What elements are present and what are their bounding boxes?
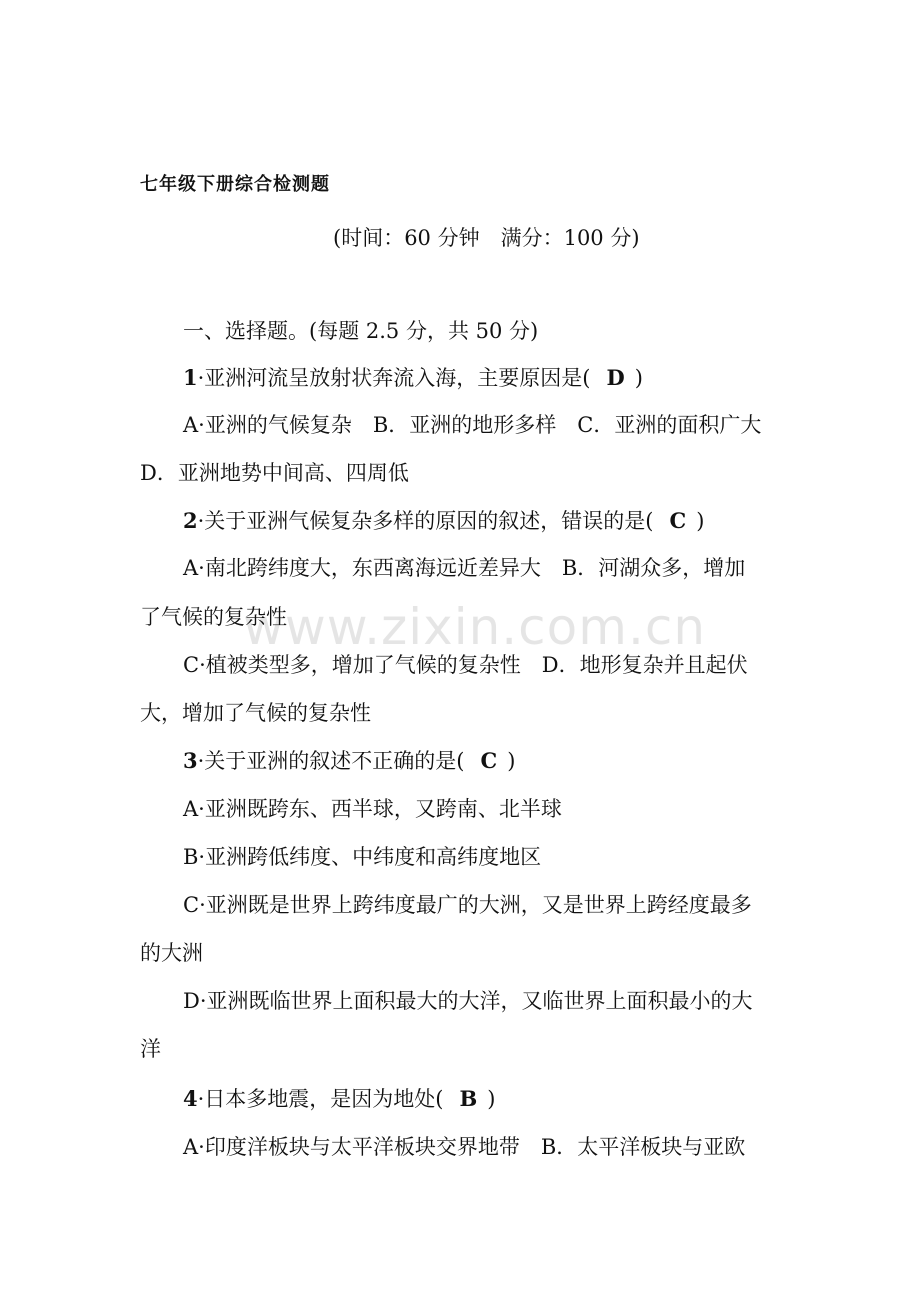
- doc-title: 七年级下册综合检测题: [140, 174, 330, 195]
- paren-close: ): [507, 749, 516, 773]
- question-text: ·关于亚洲气候复杂多样的原因的叙述，错误的是(: [197, 509, 654, 533]
- question-1-stem: [183, 363, 643, 393]
- answer-letter: D: [606, 365, 625, 390]
- question-4-stem: [183, 1084, 495, 1114]
- question-4-options-ab: A·印度洋板块与太平洋板块交界地带 B．太平洋板块与亚欧: [183, 1135, 746, 1159]
- answer-letter: C: [480, 748, 498, 773]
- question-number: 3: [183, 748, 198, 773]
- question-number: 2: [183, 508, 198, 533]
- paren-close: ): [487, 1087, 496, 1111]
- section-heading: 一、选择题。(每题 2.5 分，共 50 分): [183, 319, 539, 343]
- answer-letter: C: [669, 508, 687, 533]
- question-3-option-c: C·亚洲既是世界上跨纬度最广的大洲，又是世界上跨经度最多: [183, 893, 752, 917]
- question-text: ·关于亚洲的叙述不正确的是(: [197, 749, 465, 773]
- question-3-option-c-cont: 的大洲: [140, 941, 203, 965]
- question-1-option-d: D．亚洲地势中间高、四周低: [140, 461, 409, 485]
- question-3-option-a: A·亚洲既跨东、西半球，又跨南、北半球: [183, 797, 562, 821]
- question-number: 4: [183, 1086, 198, 1111]
- answer-letter: B: [459, 1086, 478, 1111]
- question-3-option-d-cont: 洋: [140, 1037, 161, 1061]
- question-3-option-d: D·亚洲既临世界上面积最大的大洋，又临世界上面积最小的大: [183, 989, 753, 1013]
- watermark: www.zixin.com.cn: [243, 598, 707, 656]
- question-3-option-b: B·亚洲跨低纬度、中纬度和高纬度地区: [183, 845, 542, 869]
- paren-close: ): [634, 366, 643, 390]
- question-2-options-ab: A·南北跨纬度大，东西离海远近差异大 B．河湖众多，增加: [183, 556, 746, 580]
- question-2-options-ab-cont: 了气候的复杂性: [140, 605, 287, 629]
- question-text: ·日本多地震，是因为地处(: [197, 1087, 444, 1111]
- paren-close: ): [696, 509, 705, 533]
- question-text: ·亚洲河流呈放射状奔流入海，主要原因是(: [197, 366, 591, 390]
- question-2-stem: [183, 506, 704, 536]
- question-number: 1: [183, 365, 198, 390]
- question-3-stem: [183, 746, 515, 776]
- question-2-options-cd: C·植被类型多，增加了气候的复杂性 D．地形复杂并且起伏: [183, 653, 748, 677]
- doc-subtitle: (时间：60 分钟 满分：100 分): [333, 226, 640, 250]
- question-1-options: A·亚洲的气候复杂 B．亚洲的地形多样 C．亚洲的面积广大: [183, 413, 762, 437]
- question-2-options-cd-cont: 大，增加了气候的复杂性: [140, 701, 371, 725]
